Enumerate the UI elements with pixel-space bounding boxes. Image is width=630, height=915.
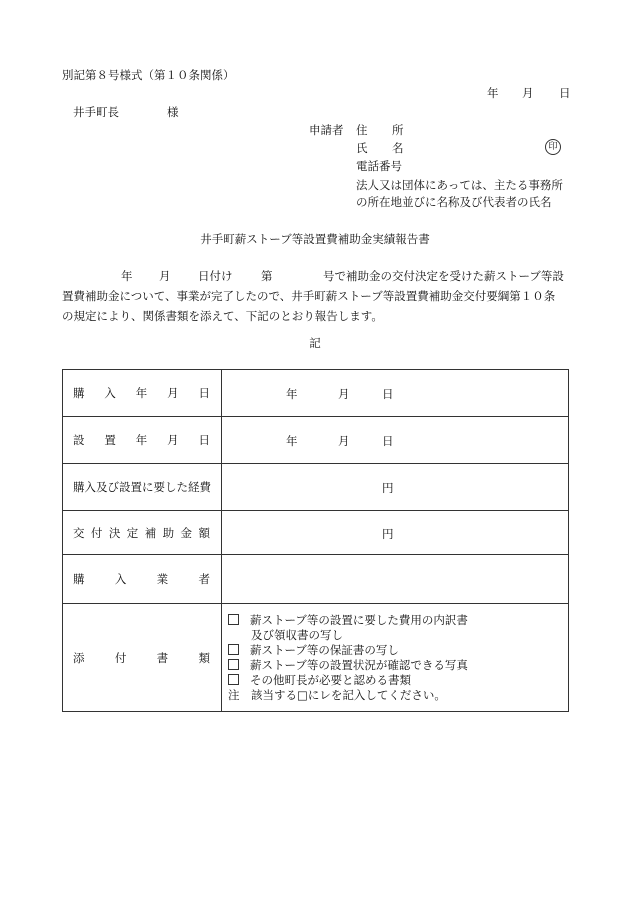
decision-dated: 日付け: [198, 269, 233, 283]
addressee-honorific: 様: [167, 105, 179, 119]
attachments-list: [222, 604, 569, 712]
attachment-item-cost-breakdown[interactable]: 薪ストーブ等の設置に要した費用の内訳書: [228, 613, 568, 628]
report-date-year: 年: [487, 86, 499, 100]
install-date-field[interactable]: 年 月 日: [222, 417, 569, 464]
row-grant: [63, 511, 569, 555]
grant-label: 交 付 決 定 補 助 金 額: [63, 511, 222, 555]
row-cost: [63, 464, 569, 511]
attachment-item-warranty[interactable]: 薪ストーブ等の保証書の写し: [228, 643, 568, 658]
addressee-name: 井手町長: [73, 105, 119, 119]
grant-field[interactable]: [222, 511, 569, 555]
attachment-item-photo[interactable]: 薪ストーブ等の設置状況が確認できる写真: [228, 658, 568, 673]
vendor-label: 購 入 業 者: [63, 555, 222, 604]
report-date-month: 月: [522, 86, 534, 100]
address-label-1: 住: [356, 123, 368, 137]
checkbox[interactable]: [228, 644, 239, 655]
report-table: [62, 369, 569, 712]
cost-label: 購入及び設置に要した経費: [63, 464, 222, 511]
report-body: [62, 266, 577, 326]
attachment-item-cost-breakdown-cont: 及び領収書の写し: [251, 627, 343, 642]
name-label-2: 名: [392, 141, 404, 155]
cost-unit: 円: [382, 481, 394, 495]
phone-label: 電話番号: [356, 159, 402, 173]
seal-mark: 印: [545, 139, 561, 155]
decision-year: 年: [121, 269, 133, 283]
grant-unit: 円: [382, 526, 394, 541]
row-purchase-date: [63, 370, 569, 417]
applicant-label: 申請者: [309, 123, 344, 137]
attachment-item-other[interactable]: その他町長が必要と認める書類: [228, 673, 568, 688]
purchase-date-field[interactable]: 年 月 日: [222, 370, 569, 417]
checkbox[interactable]: [228, 659, 239, 670]
name-label-1: 氏: [356, 141, 368, 155]
body-line-1: [62, 266, 577, 286]
attachments-label: 添 付 書 類: [63, 604, 222, 712]
purchase-date-label: 購 入 年 月 日: [63, 370, 222, 417]
checkbox[interactable]: [228, 674, 239, 685]
attachment-note: 注 該当する□にレを記入してください。: [228, 687, 446, 702]
form-number: 別記第８号様式（第１０条関係）: [62, 68, 235, 82]
ki-heading: 記: [309, 336, 321, 350]
row-vendor: [63, 555, 569, 604]
report-date-day: 日: [559, 86, 571, 100]
decision-number-suffix: 号で補助金の交付決定を受けた薪ストーブ等設: [323, 269, 564, 283]
row-install-date: [63, 417, 569, 464]
corporate-note-line2: の所在地並びに名称及び代表者の氏名: [356, 195, 552, 209]
decision-month: 月: [159, 269, 171, 283]
body-line-3: の規定により、関係書類を添えて、下記のとおり報告します。: [62, 309, 383, 323]
row-attachments: [63, 604, 569, 712]
checkbox[interactable]: [228, 614, 239, 625]
corporate-note-line1: 法人又は団体にあっては、主たる事務所: [356, 178, 563, 192]
vendor-field[interactable]: [222, 555, 569, 604]
decision-number-prefix: 第: [261, 269, 273, 283]
document-title: 井手町薪ストーブ等設置費補助金実績報告書: [200, 232, 430, 246]
address-label-2: 所: [392, 123, 404, 137]
body-line-2: 置費補助金について、事業が完了したので、井手町薪ストーブ等設置費補助金交付要綱第１０条: [62, 289, 556, 303]
install-date-label: 設 置 年 月 日: [63, 417, 222, 464]
cost-field[interactable]: [222, 464, 569, 511]
